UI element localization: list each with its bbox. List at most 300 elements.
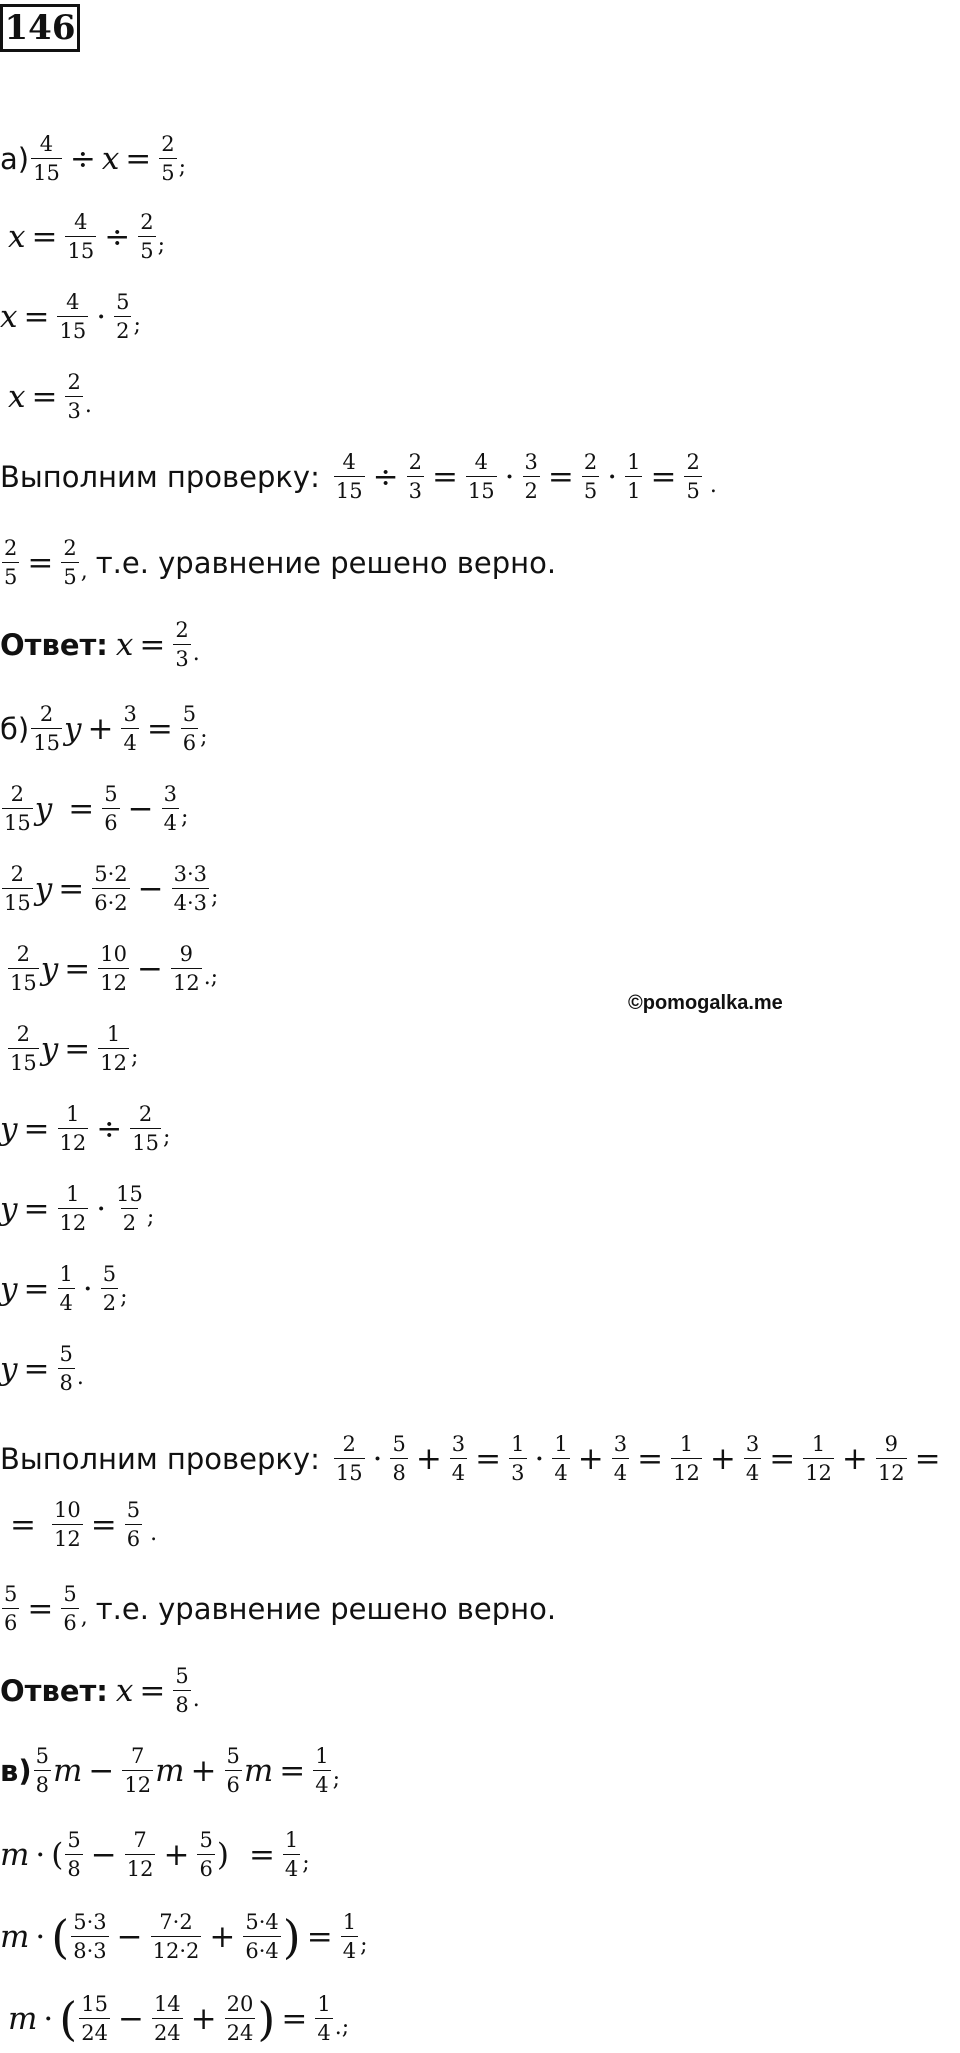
op: + bbox=[87, 711, 114, 747]
denominator: 15 bbox=[8, 968, 39, 994]
numerator: 5 bbox=[63, 1582, 77, 1606]
denominator: 6 bbox=[181, 728, 198, 754]
op: ÷ bbox=[372, 459, 399, 495]
fraction bbox=[803, 1434, 834, 1484]
fraction bbox=[114, 292, 131, 342]
eq-b-6 bbox=[0, 1098, 170, 1160]
var-y: y bbox=[0, 1111, 18, 1147]
fraction bbox=[552, 1434, 569, 1484]
var-m: m bbox=[0, 1837, 30, 1873]
eq-b-8 bbox=[0, 1258, 128, 1320]
numerator: 5 bbox=[104, 782, 118, 806]
punct: ; bbox=[157, 233, 165, 258]
denominator: 6 bbox=[61, 1608, 78, 1634]
fraction bbox=[2, 1584, 19, 1634]
denominator: 8 bbox=[34, 1770, 51, 1796]
check-label: Выполним проверку: bbox=[0, 1442, 320, 1476]
punct: . bbox=[76, 1365, 84, 1390]
numerator: 15 bbox=[81, 1992, 108, 2016]
eq-b-7 bbox=[0, 1178, 154, 1240]
denominator: 5 bbox=[61, 562, 78, 588]
op: · bbox=[43, 2001, 54, 2037]
punct: ; bbox=[332, 1767, 341, 1792]
fraction bbox=[283, 1830, 300, 1880]
fraction bbox=[523, 452, 540, 502]
op: − bbox=[117, 2001, 144, 2037]
var-m: m bbox=[243, 1753, 274, 1789]
op: = bbox=[139, 1673, 166, 1709]
fraction bbox=[151, 1912, 202, 1962]
denominator: 2 bbox=[114, 316, 131, 342]
numerator: 9 bbox=[179, 942, 193, 966]
punct: , bbox=[80, 559, 88, 584]
numerator: 2 bbox=[10, 782, 25, 806]
eq-a-1 bbox=[0, 128, 186, 190]
fraction bbox=[509, 1434, 526, 1484]
numerator: 4 bbox=[342, 450, 356, 474]
eq-a-2 bbox=[8, 206, 165, 268]
eq-v-2 bbox=[0, 1824, 310, 1886]
fraction bbox=[31, 704, 62, 754]
op: = bbox=[475, 1441, 502, 1477]
fraction bbox=[313, 1746, 330, 1796]
fraction bbox=[92, 864, 129, 914]
fraction bbox=[315, 1994, 332, 2044]
fraction bbox=[744, 1434, 761, 1484]
op: = bbox=[769, 1441, 796, 1477]
fraction bbox=[625, 452, 642, 502]
fraction bbox=[2, 538, 19, 588]
fraction bbox=[197, 1830, 214, 1880]
fraction bbox=[8, 944, 39, 994]
op: = bbox=[23, 1351, 50, 1387]
op: + bbox=[841, 1441, 868, 1477]
fraction bbox=[334, 452, 365, 502]
op: = bbox=[306, 1919, 333, 1955]
fraction bbox=[102, 784, 119, 834]
op: · bbox=[96, 1191, 107, 1227]
numerator: 1 bbox=[342, 1910, 357, 1934]
numerator: 1 bbox=[811, 1432, 826, 1456]
numerator: 3 bbox=[613, 1432, 628, 1456]
numerator: 3 bbox=[123, 702, 137, 726]
op: + bbox=[577, 1441, 604, 1477]
check-b-2 bbox=[4, 1494, 157, 1556]
punct: . bbox=[150, 1521, 158, 1546]
var-x: x bbox=[115, 1673, 134, 1709]
fraction bbox=[612, 1434, 629, 1484]
var-m: m bbox=[52, 1753, 83, 1789]
denominator: 12 bbox=[58, 1128, 89, 1154]
denominator: 8 bbox=[173, 1690, 190, 1716]
denominator: 5 bbox=[2, 562, 19, 588]
paren-open: ( bbox=[59, 1992, 78, 2046]
fraction bbox=[2, 864, 33, 914]
answer-b bbox=[0, 1660, 200, 1722]
var-m: m bbox=[155, 1753, 185, 1789]
numerator: 1 bbox=[66, 1102, 80, 1126]
fraction bbox=[243, 1912, 280, 1962]
numerator: 5 bbox=[116, 290, 130, 314]
check-b-1 bbox=[0, 1428, 947, 1490]
op: · bbox=[504, 459, 515, 495]
denominator: 4 bbox=[283, 1854, 300, 1880]
op: = bbox=[281, 2001, 308, 2037]
numerator: 1 bbox=[317, 1992, 331, 2016]
fraction bbox=[98, 1024, 129, 1074]
op: + bbox=[190, 1753, 217, 1789]
denominator: 15 bbox=[65, 236, 96, 262]
numerator: 1 bbox=[511, 1432, 525, 1456]
op: = bbox=[27, 1591, 54, 1627]
numerator: 2 bbox=[16, 942, 31, 966]
denominator: 3 bbox=[509, 1458, 526, 1484]
numerator: 5 bbox=[67, 1828, 81, 1852]
numerator: 5·2 bbox=[94, 862, 128, 886]
fraction bbox=[52, 1500, 83, 1550]
op: = bbox=[139, 627, 166, 663]
denominator: 15 bbox=[2, 808, 33, 834]
denominator: 2 bbox=[101, 1288, 118, 1314]
op: = bbox=[68, 791, 95, 827]
numerator: 2 bbox=[175, 618, 189, 642]
fraction bbox=[173, 1666, 190, 1716]
op: = bbox=[58, 871, 85, 907]
denominator: 12 bbox=[671, 1458, 702, 1484]
numerator: 2 bbox=[10, 862, 25, 886]
part-b-label: б) bbox=[0, 712, 30, 746]
var-y: y bbox=[40, 1031, 59, 1067]
fraction bbox=[582, 452, 599, 502]
eq-b-2 bbox=[0, 778, 188, 840]
op: ÷ bbox=[96, 1111, 123, 1147]
denominator: 6 bbox=[2, 1608, 19, 1634]
fraction bbox=[57, 292, 88, 342]
punct: ; bbox=[360, 1933, 368, 1958]
fraction bbox=[172, 864, 209, 914]
numerator: 7 bbox=[133, 1828, 147, 1852]
fraction bbox=[122, 1746, 153, 1796]
denominator: 15 bbox=[8, 1048, 39, 1074]
punct: ; bbox=[178, 155, 187, 180]
punct: .; bbox=[334, 2015, 350, 2040]
op: ÷ bbox=[69, 141, 96, 177]
numerator: 5 bbox=[199, 1828, 213, 1852]
fraction bbox=[125, 1500, 142, 1550]
denominator: 8·3 bbox=[71, 1936, 108, 1962]
denominator: 5 bbox=[138, 236, 155, 262]
denominator: 3 bbox=[407, 476, 424, 502]
eq-v-3 bbox=[0, 1906, 368, 1968]
verify-b bbox=[0, 1578, 556, 1640]
answer-label: Ответ: bbox=[0, 1674, 108, 1708]
var-y: y bbox=[0, 1191, 18, 1227]
denominator: 6·2 bbox=[92, 888, 129, 914]
paren-close: ) bbox=[282, 1910, 301, 1964]
numerator: 3 bbox=[745, 1432, 760, 1456]
op: − bbox=[127, 791, 154, 827]
denominator: 12·2 bbox=[151, 1936, 202, 1962]
problem-number: 146 bbox=[0, 4, 80, 52]
denominator: 3 bbox=[173, 644, 190, 670]
fraction bbox=[101, 1264, 118, 1314]
check-label: Выполним проверку: bbox=[0, 460, 320, 494]
eq-a-3 bbox=[0, 286, 141, 348]
op: + bbox=[190, 2001, 217, 2037]
punct: ; bbox=[200, 725, 208, 750]
punct: ; bbox=[162, 1125, 171, 1150]
denominator: 12 bbox=[58, 1208, 89, 1234]
verify-text: т.е. уравнение решено верно. bbox=[95, 1592, 557, 1626]
numerator: 4 bbox=[474, 450, 488, 474]
op: = bbox=[146, 711, 173, 747]
numerator: 1 bbox=[627, 450, 641, 474]
numerator: 2 bbox=[67, 370, 81, 394]
op: = bbox=[547, 459, 574, 495]
fraction bbox=[181, 704, 198, 754]
numerator: 5 bbox=[59, 1342, 73, 1366]
fraction bbox=[31, 134, 62, 184]
denominator: 6 bbox=[125, 1524, 142, 1550]
denominator: 24 bbox=[79, 2018, 110, 2044]
fraction bbox=[407, 452, 424, 502]
denominator: 5 bbox=[684, 476, 701, 502]
part-v-label: в) bbox=[0, 1754, 32, 1788]
var-x: x bbox=[0, 299, 18, 335]
denominator: 6 bbox=[197, 1854, 214, 1880]
op: = bbox=[23, 1271, 50, 1307]
fraction bbox=[159, 134, 176, 184]
punct: . bbox=[84, 393, 92, 418]
denominator: 2 bbox=[523, 476, 540, 502]
eq-b-5 bbox=[6, 1018, 138, 1080]
eq-v-4 bbox=[8, 1988, 349, 2050]
op: = bbox=[64, 1031, 91, 1067]
fraction bbox=[390, 1434, 407, 1484]
numerator: 3·3 bbox=[173, 862, 208, 886]
eq-b-3 bbox=[0, 858, 218, 920]
paren-open: ( bbox=[51, 1910, 70, 1964]
fraction bbox=[138, 212, 155, 262]
numerator: 3 bbox=[163, 782, 177, 806]
punct: . bbox=[192, 1687, 200, 1712]
eq-b-9 bbox=[0, 1338, 84, 1400]
var-y: y bbox=[63, 711, 82, 747]
denominator: 12 bbox=[171, 968, 202, 994]
numerator: 2 bbox=[686, 450, 700, 474]
punct: . bbox=[192, 641, 200, 666]
punct: ; bbox=[130, 1045, 139, 1070]
paren-close: ) bbox=[257, 1992, 276, 2046]
denominator: 4 bbox=[744, 1458, 761, 1484]
denominator: 2 bbox=[121, 1208, 138, 1234]
fraction bbox=[65, 372, 82, 422]
numerator: 2 bbox=[16, 1022, 31, 1046]
numerator: 2 bbox=[63, 536, 77, 560]
op: = bbox=[23, 299, 50, 335]
var-y: y bbox=[34, 871, 53, 907]
numerator: 5 bbox=[35, 1744, 49, 1768]
numerator: 5 bbox=[4, 1582, 18, 1606]
op: · bbox=[35, 1837, 46, 1873]
fraction bbox=[71, 1912, 108, 1962]
fraction bbox=[65, 212, 96, 262]
fraction bbox=[130, 1104, 161, 1154]
op: = bbox=[64, 951, 91, 987]
var-y: y bbox=[40, 951, 59, 987]
denominator: 4 bbox=[313, 1770, 330, 1796]
numerator: 5 bbox=[102, 1262, 117, 1286]
fraction bbox=[121, 704, 138, 754]
op: = bbox=[27, 545, 54, 581]
denominator: 4 bbox=[121, 728, 138, 754]
op: = bbox=[23, 1111, 50, 1147]
denominator: 15 bbox=[130, 1128, 161, 1154]
numerator: 1 bbox=[315, 1744, 329, 1768]
denominator: 12 bbox=[52, 1524, 83, 1550]
fraction bbox=[125, 1830, 156, 1880]
punct: . bbox=[709, 473, 717, 498]
op: = bbox=[637, 1441, 664, 1477]
var-y: y bbox=[0, 1351, 18, 1387]
numerator: 1 bbox=[284, 1828, 299, 1852]
denominator: 4·3 bbox=[172, 888, 209, 914]
numerator: 5 bbox=[182, 702, 197, 726]
op: + bbox=[415, 1441, 442, 1477]
numerator: 2 bbox=[39, 702, 54, 726]
denominator: 15 bbox=[31, 728, 62, 754]
op: · bbox=[82, 1271, 93, 1307]
op: + bbox=[163, 1837, 190, 1873]
punct: ; bbox=[180, 805, 189, 830]
fraction bbox=[450, 1434, 467, 1484]
fraction bbox=[152, 1994, 183, 2044]
op: · bbox=[96, 299, 107, 335]
denominator: 4 bbox=[315, 2018, 332, 2044]
op: + bbox=[209, 1919, 236, 1955]
denominator: 8 bbox=[390, 1458, 407, 1484]
part-a-label: а) bbox=[0, 142, 30, 176]
fraction bbox=[58, 1264, 75, 1314]
numerator: 5·4 bbox=[245, 1910, 279, 1934]
denominator: 6 bbox=[102, 808, 119, 834]
denominator: 5 bbox=[582, 476, 599, 502]
numerator: 2 bbox=[4, 536, 18, 560]
numerator: 1 bbox=[66, 1182, 80, 1206]
denominator: 6·4 bbox=[243, 1936, 280, 1962]
op: = bbox=[650, 459, 677, 495]
numerator: 2 bbox=[161, 132, 175, 156]
fraction bbox=[671, 1434, 702, 1484]
var-x: x bbox=[101, 141, 120, 177]
fraction bbox=[173, 620, 190, 670]
op: − bbox=[90, 1837, 117, 1873]
numerator: 7·2 bbox=[159, 1910, 193, 1934]
op: · bbox=[607, 459, 618, 495]
denominator: 8 bbox=[65, 1854, 82, 1880]
denominator: 15 bbox=[334, 476, 365, 502]
fraction bbox=[162, 784, 179, 834]
fraction bbox=[2, 784, 33, 834]
fraction bbox=[58, 1344, 75, 1394]
punct: , bbox=[80, 1605, 88, 1630]
op: = bbox=[10, 1507, 36, 1543]
eq-a-4 bbox=[8, 366, 92, 428]
answer-label: Ответ: bbox=[0, 628, 108, 662]
denominator: 12 bbox=[876, 1458, 907, 1484]
verify-text: т.е. уравнение решено верно. bbox=[95, 546, 557, 580]
denominator: 4 bbox=[612, 1458, 629, 1484]
numerator: 1 bbox=[59, 1262, 73, 1286]
eq-b-4 bbox=[6, 938, 218, 1000]
op: − bbox=[137, 871, 164, 907]
paren-open: ( bbox=[51, 1837, 64, 1873]
fraction bbox=[876, 1434, 907, 1484]
verify-a bbox=[0, 532, 556, 594]
numerator: 5 bbox=[392, 1432, 406, 1456]
var-m: m bbox=[8, 2001, 38, 2037]
var-x: x bbox=[115, 627, 134, 663]
answer-a bbox=[0, 614, 200, 676]
numerator: 5·3 bbox=[73, 1910, 107, 1934]
denominator: 15 bbox=[466, 476, 497, 502]
op: · bbox=[35, 1919, 46, 1955]
numerator: 1 bbox=[679, 1432, 694, 1456]
var-x: x bbox=[8, 219, 26, 255]
numerator: 3 bbox=[451, 1432, 466, 1456]
op: − bbox=[116, 1919, 143, 1955]
fraction bbox=[98, 944, 129, 994]
fraction bbox=[171, 944, 202, 994]
denominator: 15 bbox=[57, 316, 88, 342]
denominator: 12 bbox=[98, 1048, 129, 1074]
denominator: 24 bbox=[225, 2018, 256, 2044]
fraction bbox=[341, 1912, 358, 1962]
numerator: 2 bbox=[583, 450, 598, 474]
fraction bbox=[225, 1746, 242, 1796]
op: = bbox=[914, 1441, 941, 1477]
op: = bbox=[31, 219, 58, 255]
op: ÷ bbox=[104, 219, 131, 255]
denominator: 15 bbox=[31, 158, 62, 184]
fraction bbox=[466, 452, 497, 502]
check-a bbox=[0, 446, 717, 508]
numerator: 2 bbox=[342, 1432, 356, 1456]
denominator: 4 bbox=[450, 1458, 467, 1484]
op: = bbox=[431, 459, 458, 495]
numerator: 3 bbox=[524, 450, 538, 474]
fraction bbox=[79, 1994, 110, 2044]
denominator: 5 bbox=[159, 158, 176, 184]
numerator: 4 bbox=[66, 290, 80, 314]
op: − bbox=[136, 951, 163, 987]
fraction bbox=[58, 1184, 89, 1234]
denominator: 12 bbox=[125, 1854, 156, 1880]
numerator: 20 bbox=[226, 1992, 254, 2016]
denominator: 12 bbox=[98, 968, 129, 994]
numerator: 4 bbox=[39, 132, 54, 156]
punct: ; bbox=[120, 1285, 128, 1310]
op: · bbox=[372, 1441, 383, 1477]
fraction bbox=[58, 1104, 89, 1154]
numerator: 14 bbox=[153, 1992, 181, 2016]
fraction bbox=[61, 538, 78, 588]
eq-v-1 bbox=[0, 1740, 340, 1802]
denominator: 3 bbox=[65, 396, 82, 422]
punct: ; bbox=[146, 1205, 155, 1230]
eq-b-1 bbox=[0, 698, 208, 760]
denominator: 15 bbox=[334, 1458, 365, 1484]
